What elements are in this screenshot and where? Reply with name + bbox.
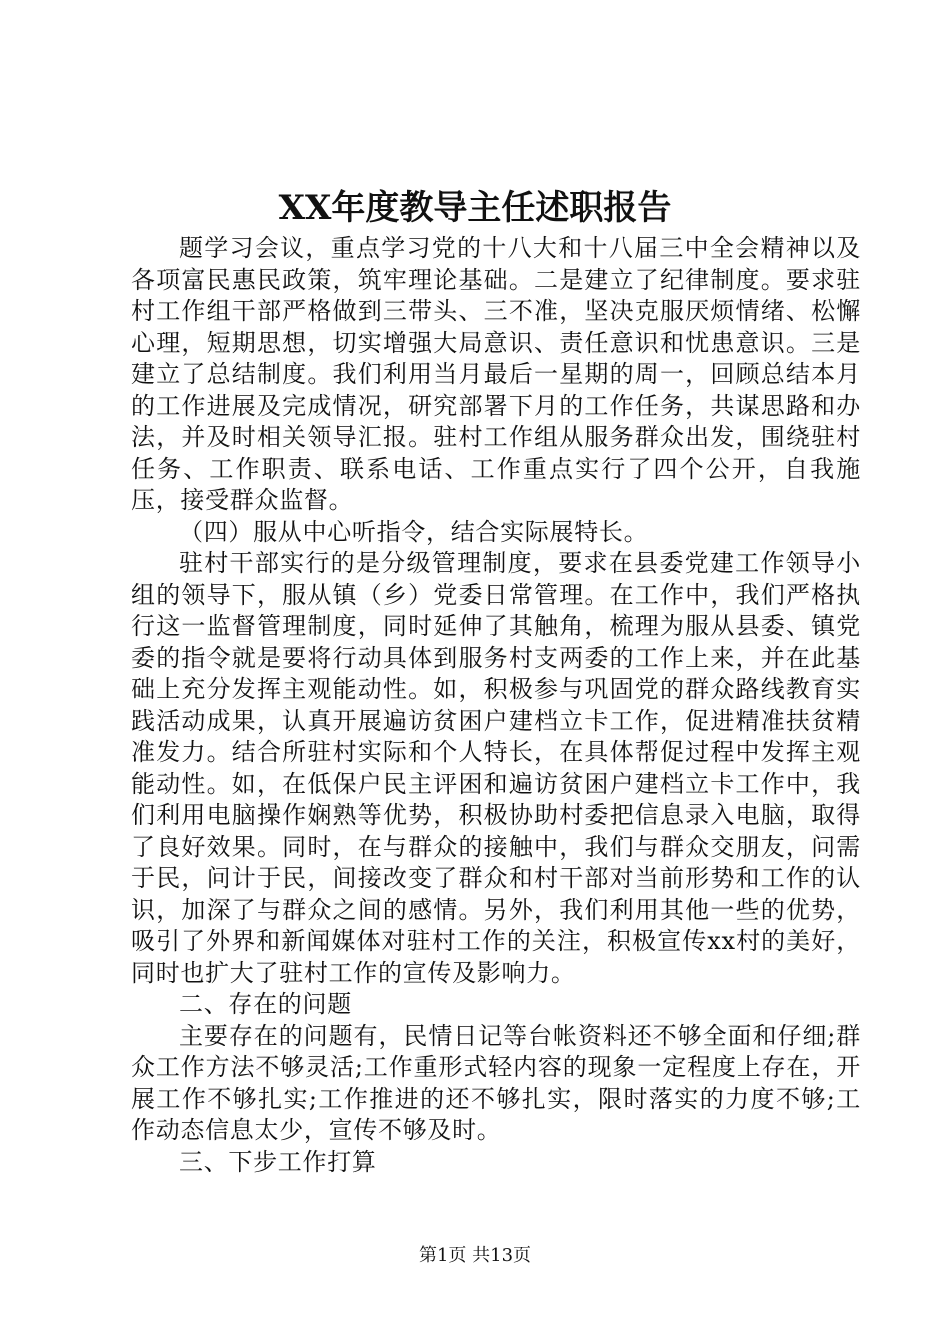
section-heading-problems: 二、存在的问题: [179, 990, 352, 1018]
paragraph-problems: 主要存在的问题有，民情日记等台帐资料还不够全面和仔细;群众工作方法不够灵活;工作重形式轻内容的现象一定程度上存在，开展工作不够扎实;工作推进的还不够扎实，限时落实的力度不够;工作动态信息太少，宣传不够及时。: [131, 1021, 861, 1144]
document-body: [131, 233, 861, 1178]
document-title: XX年度教导主任述职报告: [278, 188, 672, 228]
paragraph-intro-continuation: 题学习会议，重点学习党的十八大和十八届三中全会精神以及各项富民惠民政策，筑牢理论基础。二是建立了纪律制度。要求驻村工作组干部严格做到三带头、三不准，坚决克服厌烦情绪、松懈心理，短期思想，切实增强大局意识、责任意识和忧患意识。三是建立了总结制度。我们利用当月最后一星期的周一，回顾总结本月的工作进展及完成情况，研究部署下月的工作任务，共谋思路和办法，并及时相关领导汇报。驻村工作组从服务群众出发，围绕驻村任务、工作职责、联系电话、工作重点实行了四个公开，自我施压，接受群众监督。: [131, 234, 861, 514]
section-heading-four: （四）服从中心听指令，结合实际展特长。: [179, 517, 649, 546]
section-heading-next-steps: 三、下步工作打算: [179, 1147, 377, 1176]
page-footer: 第1页 共13页: [418, 1245, 532, 1266]
paragraph-management: 驻村干部实行的是分级管理制度，要求在县委党建工作领导小组的领导下，服从镇（乡）党委日常管理。在工作中，我们严格执行这一监督管理制度，同时延伸了其触角，梳理为服从县委、镇党委的指令就是要将行动具体到服务村支两委的工作上来，并在此基础上充分发挥主观能动性。如，积极参与巩固党的群众路线教育实践活动成果，认真开展遍访贫困户建档立卡工作，促进精准扶贫精准发力。结合所驻村实际和个人特长，在具体帮促过程中发挥主观能动性。如，在低保户民主评困和遍访贫困户建档立卡工作中，我们利用电脑操作娴熟等优势，积极协助村委把信息录入电脑，取得了良好效果。同时，在与群众的接触中，我们与群众交朋友，问需于民，问计于民，间接改变了群众和村干部对当前形势和工作的认识，加深了与群众之间的感情。另外，我们利用其他一些的优势，吸引了外界和新闻媒体对驻村工作的关注，积极宣传xx村的美好，同时也扩大了驻村工作的宣传及影响力。: [131, 549, 861, 987]
